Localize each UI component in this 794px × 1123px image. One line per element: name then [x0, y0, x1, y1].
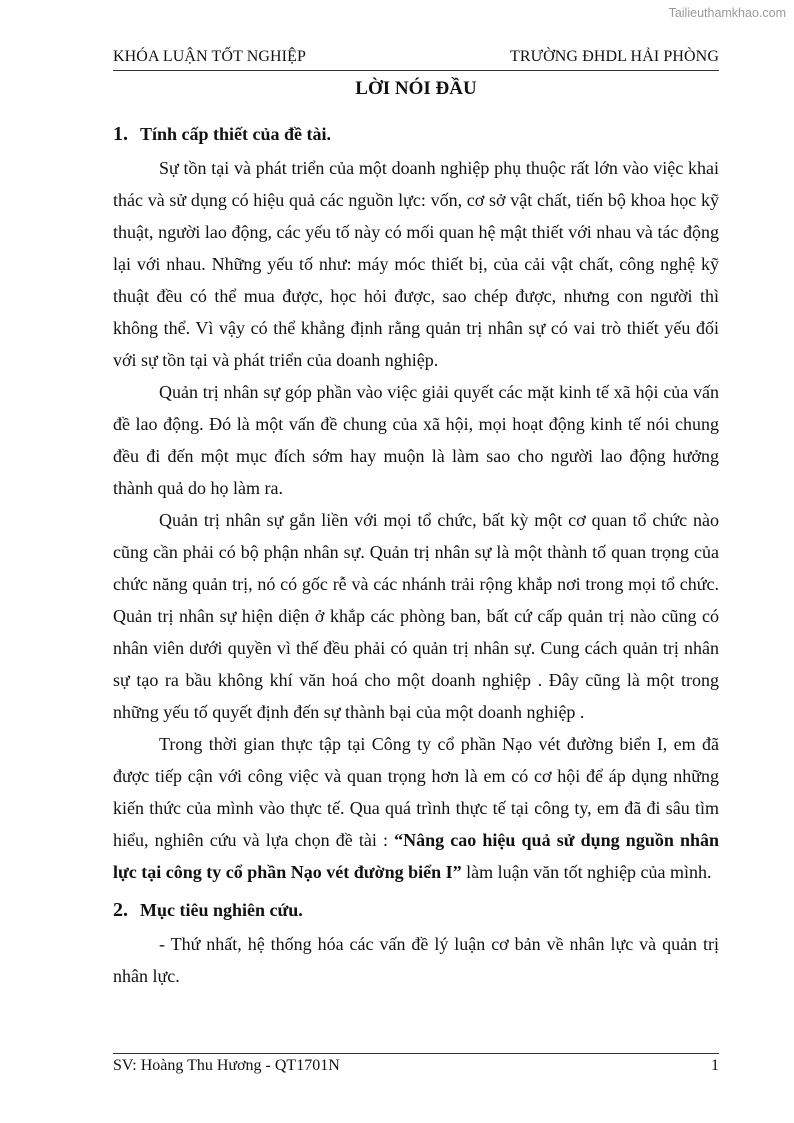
- paragraph: Sự tồn tại và phát triển của một doanh nghiệp phụ thuộc rất lớn vào việc khai thác và sử dụng có hiệu quả các nguồn lực: vốn, cơ sở vật chất, tiến bộ khoa học kỹ thuật, người lao động, các yếu tố này có mối quan hệ mật thiết với nhau và tác động lại với nhau. Những yếu tố như: máy móc thiết bị, của cải vật chất, công nghệ kỹ thuật đều có thể mua được, học hỏi được, sao chép được, nhưng con người thì không thể. Vì vậy có thể khẳng định rằng quản trị nhân sự có vai trò thiết yếu đối với sự tồn tại và phát triển của doanh nghiệp.: [113, 158, 719, 370]
- paragraph: - Thứ nhất, hệ thống hóa các vấn đề lý luận cơ bản về nhân lực và quản trị nhân lực.: [113, 934, 719, 986]
- thesis-topic-title: “Nâng cao hiệu quả sử dụng nguồn nhân lực tại công ty cổ phần Nạo vét đường biển I”: [113, 830, 720, 882]
- paragraph: Quản trị nhân sự góp phần vào việc giải quyết các mặt kinh tế xã hội của vấn đề lao động. Đó là một vấn đề chung của xã hội, mọi hoạt động kinh tế nói chung đều đi đến một mục đích sớm hay muộn là làm sao cho người lao động hưởng thành quả do họ làm ra.: [113, 382, 719, 498]
- page-number: 1: [711, 1057, 719, 1074]
- header-right: TRƯỜNG ĐHDL HẢI PHÒNG: [509, 48, 719, 65]
- page-header: [113, 48, 719, 66]
- section-2-heading: [113, 894, 719, 926]
- header-divider: [113, 70, 719, 71]
- paragraph: Quản trị nhân sự gắn liền với mọi tổ chức, bất kỳ một cơ quan tổ chức nào cũng cần phải có bộ phận nhân sự. Quản trị nhân sự là một thành tố quan trọng của chức năng quản trị, nó có gốc rễ và các nhánh trải rộng khắp nơi trong mọi tổ chức. Quản trị nhân sự hiện diện ở khắp các phòng ban, bất cứ cấp quản trị nào cũng có nhân viên dưới quyền vì thế đều phải có quản trị nhân sự. Cung cách quản trị nhân sự tạo ra bầu không khí văn hoá cho một doanh nghiệp . Đây cũng là một trong những yếu tố quyết định đến sự thành bại của một doanh nghiệp .: [113, 510, 719, 722]
- document-body: [113, 112, 719, 992]
- footer-student: SV: Hoàng Thu Hương - QT1701N: [113, 1057, 340, 1074]
- footer-divider: [113, 1053, 719, 1054]
- section-2-title: Mục tiêu nghiên cứu.: [140, 900, 303, 920]
- paragraph-topic: [113, 728, 719, 888]
- topic-intro-text: Trong thời gian thực tập tại Công ty cổ phần Nạo vét đường biển I, em đã được tiếp cận với công việc và quan trọng hơn là em có cơ hội để áp dụng những kiến thức của mình vào thực tế. Qua quá trình thực tế tại công ty, em đã đi sâu tìm hiểu, nghiên cứu và lựa chọn đề tài :: [113, 734, 719, 850]
- section-2-number: 2.: [113, 899, 128, 921]
- watermark: Tailieuthamkhao.com: [668, 6, 786, 20]
- section-1-number: 1.: [113, 123, 128, 145]
- topic-outro-text: làm luận văn tốt nghiệp của mình.: [461, 862, 712, 882]
- page-title: LỜI NÓI ĐẦU: [355, 78, 477, 99]
- section-1-heading: [113, 118, 719, 150]
- section-1-title: Tính cấp thiết của đề tài.: [140, 124, 332, 144]
- page-footer: [113, 1057, 719, 1075]
- header-left: KHÓA LUẬN TỐT NGHIỆP: [113, 48, 306, 65]
